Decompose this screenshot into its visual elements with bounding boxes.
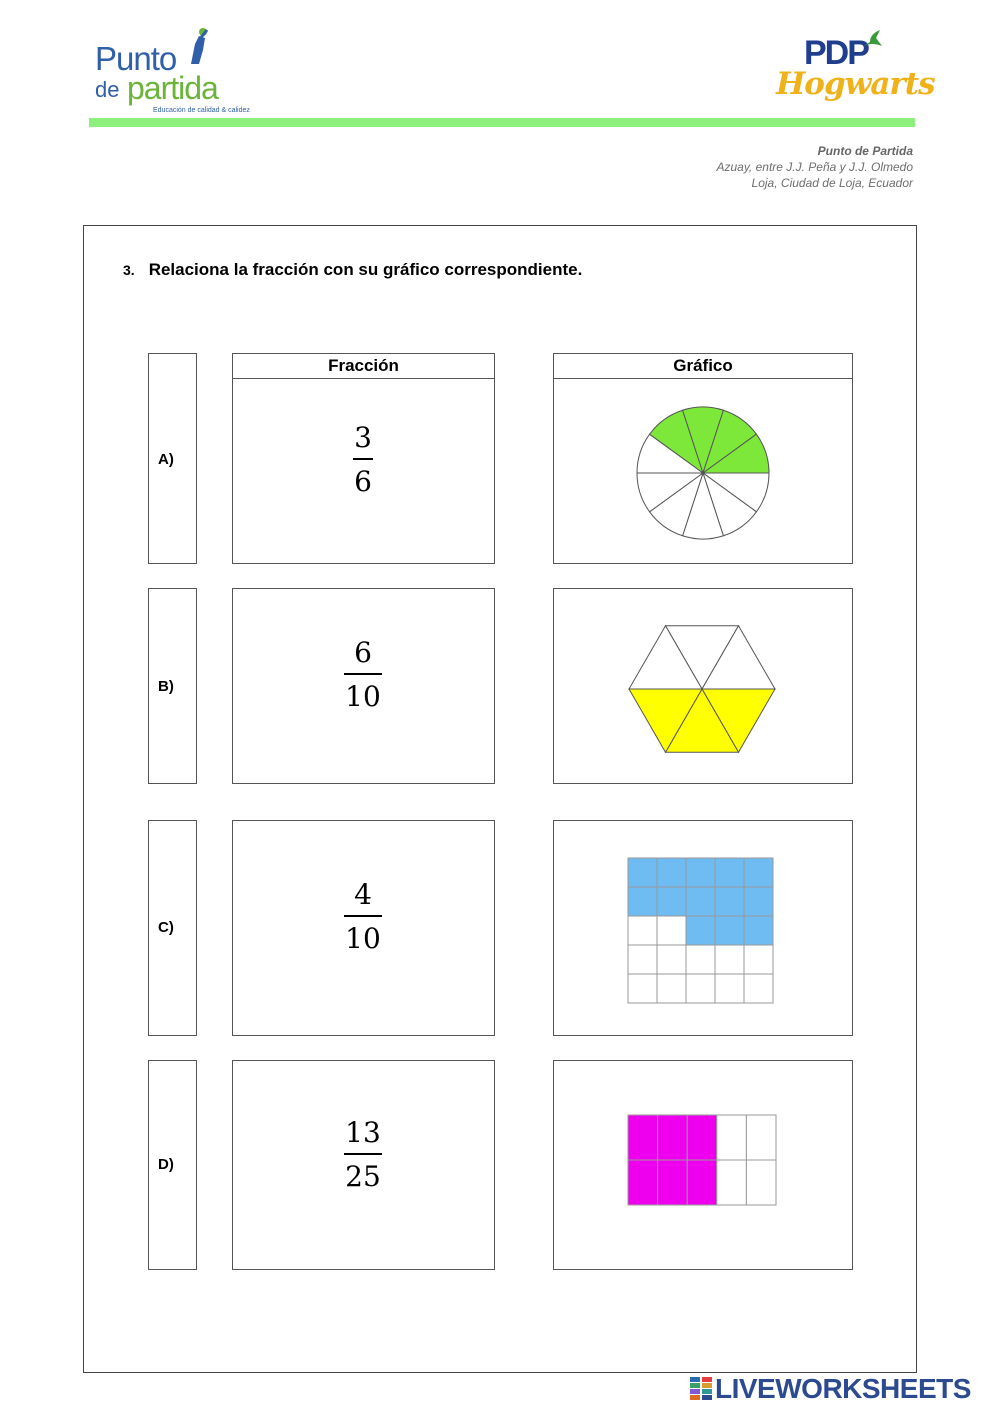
empty-cell [628,916,657,945]
shaded-cell [628,1160,658,1205]
shaded-cell [657,858,686,887]
logo-slogan: Educación de calidad & calidez [153,107,250,114]
numerator-a: 3 [354,421,372,454]
numerator-b: 6 [354,636,372,669]
shaded-cell [628,858,657,887]
shaded-cell [657,887,686,916]
fraction-card-a[interactable] [232,353,495,564]
empty-cell [628,974,657,1003]
shaded-cell [628,887,657,916]
empty-cell [746,1115,776,1160]
denominator-c: 10 [345,922,381,955]
logo-text-de: de [95,77,120,102]
shaded-cell [715,916,744,945]
empty-cell [715,974,744,1003]
denominator-b: 10 [345,680,381,713]
exercise-instruction [123,260,582,280]
denominator-a: 6 [354,465,372,498]
empty-cell [746,1160,776,1205]
logo-text-partida: partida [127,70,218,106]
graphic-card-c[interactable] [553,820,853,1036]
fraction-bar [344,673,382,675]
shaded-cell [687,1160,717,1205]
logo-text-hogwarts: Hogwarts [776,66,935,102]
row-letter-c: C) [158,919,174,936]
address-city: Loja, Ciudad de Loja, Ecuador [751,176,913,190]
fraction-card-d[interactable] [232,1060,495,1270]
liveworksheets-wordmark: LIVEWORKSHEETS [715,1373,971,1404]
shaded-cell [715,858,744,887]
fraction-bar [344,915,382,917]
shaded-cell [658,1115,688,1160]
grid-5x5-graphic [628,858,773,1003]
logo-text-punto: Punto [95,40,177,77]
shaded-cell [744,887,773,916]
fraction-c [323,879,403,955]
empty-cell [715,945,744,974]
answer-box-c[interactable] [148,820,197,1036]
column-header-graphic: Gráfico [554,354,852,379]
shaded-cell [687,1115,717,1160]
row-letter-b: B) [158,678,174,695]
empty-cell [686,974,715,1003]
pdp-hogwarts-logo [772,28,935,112]
shaded-cell [686,858,715,887]
fraction-b [323,637,403,713]
header-divider [89,118,915,127]
fraction-card-b[interactable] [232,588,495,784]
child-figure-icon [185,28,215,68]
address-block [716,143,913,191]
row-letter-d: D) [158,1156,174,1173]
fraction-bar [344,1153,382,1155]
fraction-bar [353,458,373,460]
punto-de-partida-logo [93,14,253,114]
logo-text-pdp: PDP [804,34,868,72]
graphic-card-d[interactable] [553,1060,853,1270]
answer-box-b[interactable] [148,588,197,784]
graphic-card-b[interactable] [553,588,853,784]
numerator-c: 4 [354,878,372,911]
instruction-text: Relaciona la fracción con su gráfico correspondiente. [148,260,583,279]
shaded-cell [658,1160,688,1205]
numerator-d: 13 [345,1116,381,1149]
address-org: Punto de Partida [817,144,913,158]
circle-sectors-graphic [636,406,770,540]
denominator-d: 25 [345,1160,381,1193]
empty-cell [744,974,773,1003]
empty-cell [628,945,657,974]
column-header-fraction: Fracción [233,354,494,379]
shaded-cell [628,1115,658,1160]
grid-5x2-graphic [628,1115,776,1205]
row-letter-a: A) [158,451,174,468]
empty-cell [744,945,773,974]
hexagon-graphic [629,625,775,753]
graphic-card-a[interactable] [553,353,853,564]
exercise-number: 3. [123,262,135,278]
fraction-a [323,422,403,498]
empty-cell [717,1115,747,1160]
fraction-card-c[interactable] [232,820,495,1036]
shaded-cell [686,916,715,945]
empty-cell [686,945,715,974]
answer-box-d[interactable] [148,1060,197,1270]
wizard-hat-icon [862,30,884,48]
empty-cell [657,974,686,1003]
address-street: Azuay, entre J.J. Peña y J.J. Olmedo [716,160,913,174]
shaded-cell [744,858,773,887]
fraction-d [323,1117,403,1193]
empty-cell [717,1160,747,1205]
liveworksheets-icon [690,1377,712,1401]
liveworksheets-logo [690,1372,971,1406]
shaded-cell [686,887,715,916]
answer-box-a[interactable] [148,353,197,564]
shaded-cell [715,887,744,916]
empty-cell [657,916,686,945]
shaded-cell [744,916,773,945]
empty-cell [657,945,686,974]
